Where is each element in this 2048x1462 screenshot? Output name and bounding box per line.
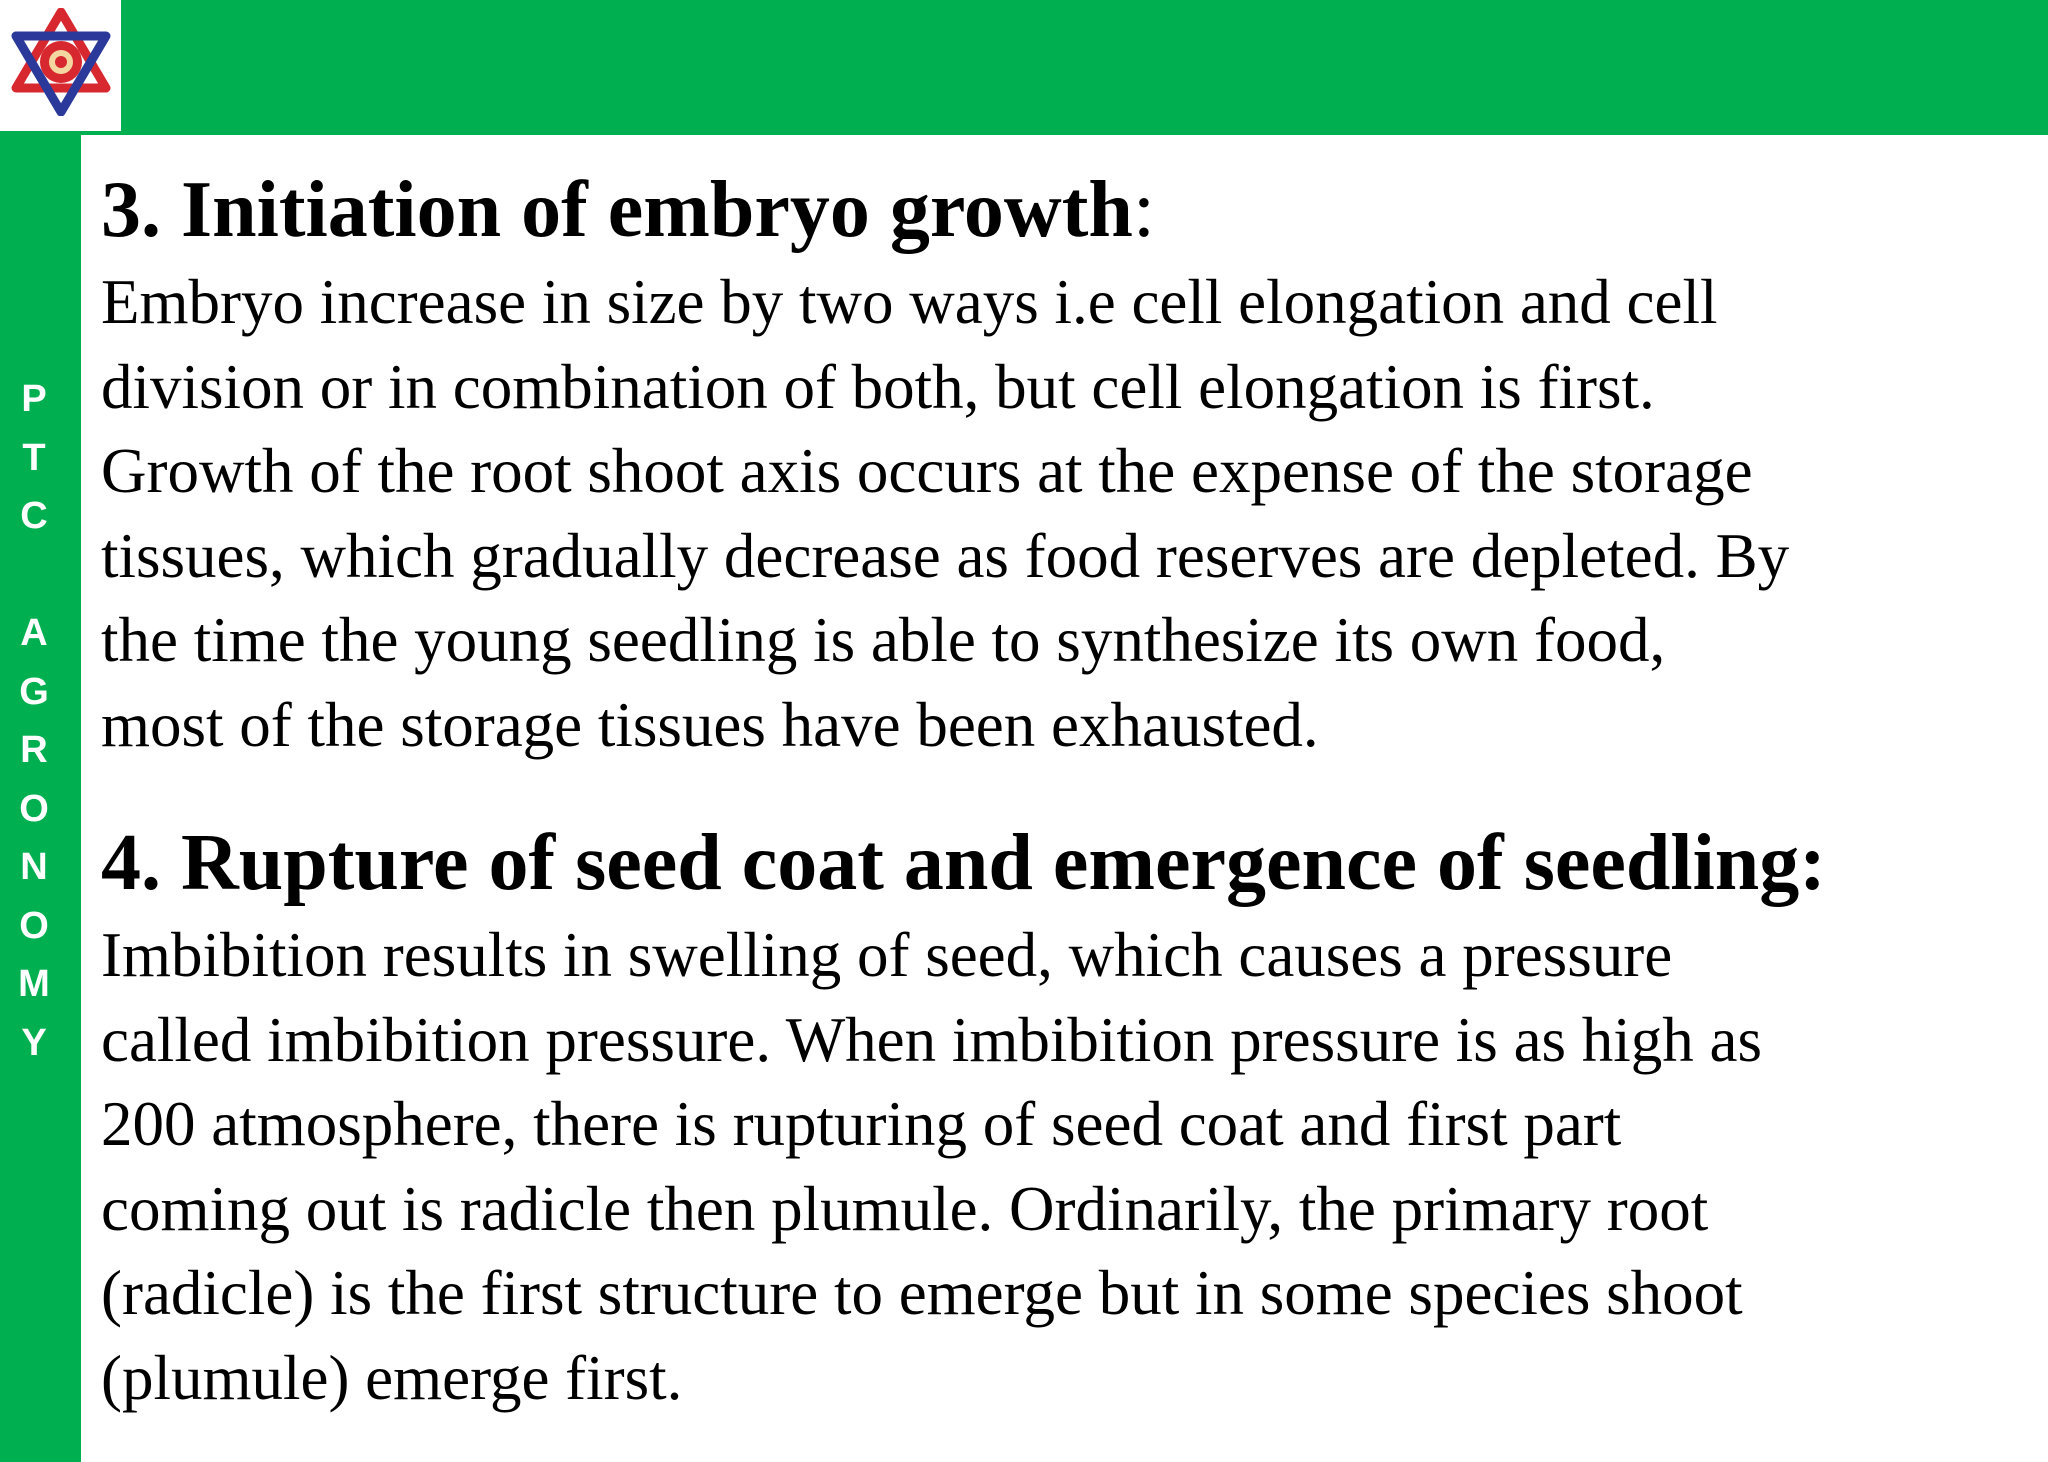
sidebar-letter: O <box>19 787 49 830</box>
sidebar-letter: Y <box>21 1021 47 1064</box>
section-3-heading <box>101 160 2021 260</box>
section-3-heading-text: 3. Initiation of embryo growth <box>101 166 1133 254</box>
paragraph-line: division or in combination of both, but cell elongation is first. <box>101 351 1655 422</box>
sidebar-letter: A <box>20 612 48 654</box>
sidebar-letter: G <box>19 670 49 713</box>
paragraph-line: most of the storage tissues have been exhausted. <box>101 689 1319 760</box>
paragraph-line: 200 atmosphere, there is rupturing of seed coat and first part <box>101 1089 1622 1159</box>
logo <box>0 0 121 131</box>
paragraph-line: (radicle) is the first structure to emerge but in some species shoot <box>101 1258 1743 1328</box>
section-4-heading: 4. Rupture of seed coat and emergence of seedling: <box>101 819 1826 907</box>
sidebar-letter: T <box>22 436 46 479</box>
sidebar-letter: M <box>18 963 50 1005</box>
sidebar-letter: P <box>21 378 47 420</box>
section-4-paragraph <box>101 913 2021 1420</box>
paragraph-line: Embryo increase in size by two ways i.e cell elongation and cell <box>101 267 1718 337</box>
top-header-bar <box>0 0 2048 135</box>
sidebar-vertical-text <box>0 370 68 1072</box>
paragraph-line: (plumule) emerge first. <box>101 1342 683 1413</box>
paragraph-line: Growth of the root shoot axis occurs at the expense of the storage <box>101 436 1753 506</box>
sidebar-letter: O <box>19 904 49 947</box>
sidebar-letter: C <box>20 495 48 537</box>
sidebar-letter: R <box>20 729 48 771</box>
section-3-heading-colon: : <box>1132 166 1156 254</box>
section-3-paragraph <box>101 260 2021 767</box>
paragraph-line: the time the young seedling is able to synthesize its own food, <box>101 605 1666 675</box>
nepal-star-emblem-icon <box>10 8 112 116</box>
slide-content <box>101 160 2021 1420</box>
paragraph-line: Imbibition results in swelling of seed, which causes a pressure <box>101 920 1673 990</box>
sidebar-letter-gap <box>0 546 68 605</box>
paragraph-line: coming out is radicle then plumule. Ordinarily, the primary root <box>101 1173 1709 1244</box>
paragraph-line: tissues, which gradually decrease as food reserves are depleted. By <box>101 520 1790 591</box>
paragraph-line: called imbibition pressure. When imbibition pressure is as high as <box>101 1004 1763 1075</box>
sidebar-letter: N <box>20 846 48 888</box>
